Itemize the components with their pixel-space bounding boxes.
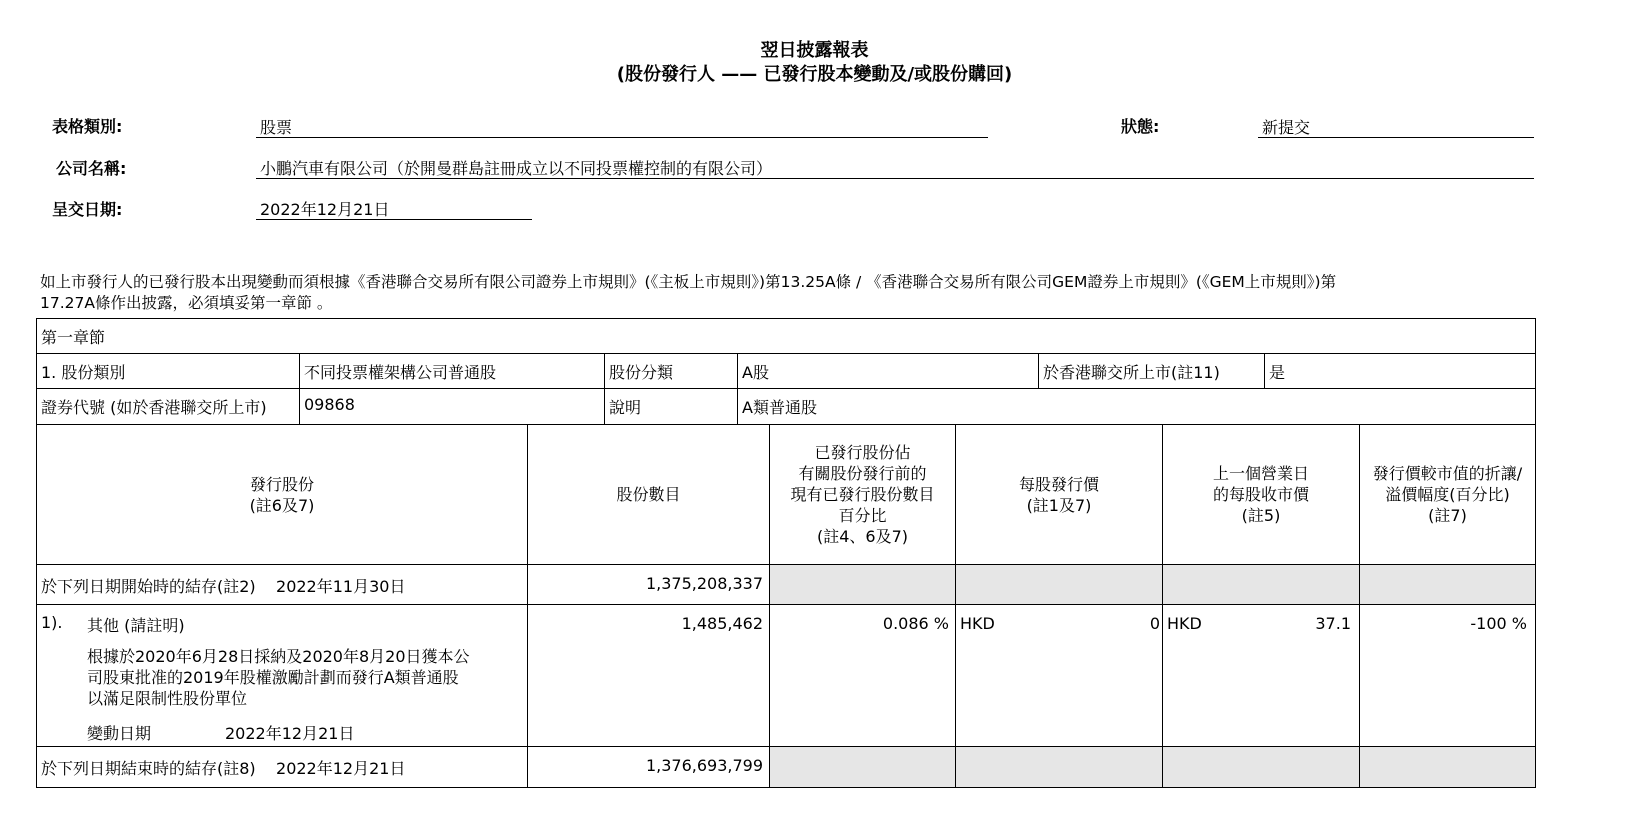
intro-text [40, 272, 1600, 314]
opening-empty-price [956, 565, 1163, 605]
submit-date-value: 2022年12月21日 [256, 197, 532, 220]
header-percentage: 已發行股份佔 有關股份發行前的 現有已發行股份數目 百分比 (註4、6及7) [770, 425, 956, 565]
description-value: A類普通股 [738, 389, 1535, 425]
closing-balance-date: 2022年12月21日 [276, 759, 406, 778]
submit-date-label: 呈交日期: [52, 200, 123, 219]
header-issue-price: 每股發行價 (註1及7) [956, 425, 1163, 565]
stock-code-label: 證券代號 (如於香港聯交所上市) [37, 389, 300, 425]
share-class-value: 不同投票權架構公司普通股 [300, 354, 605, 389]
other-row-discount: -100 % [1360, 605, 1535, 747]
other-row-shares: 1,485,462 [528, 605, 770, 747]
listed-value: 是 [1265, 354, 1535, 389]
opening-balance-shares: 1,375,208,337 [528, 565, 770, 605]
header-discount: 發行價較市值的折讓/ 溢價幅度(百分比) (註7) [1360, 425, 1535, 565]
other-row-num: 1). [41, 613, 63, 632]
opening-empty-percentage [770, 565, 956, 605]
stock-code-value: 09868 [300, 389, 605, 425]
opening-balance-date: 2022年11月30日 [276, 577, 406, 596]
closing-empty-price [956, 747, 1163, 787]
issue-price-currency: HKD [960, 614, 995, 633]
change-date-label: 變動日期 [87, 724, 152, 743]
intro-line-1: 如上市發行人的已發行股本出現變動而須根據《香港聯合交易所有限公司證券上市規則》(《主板上市規則》)第13.25A條 / 《香港聯合交易所有限公司GEM證券上市規則》(《GEM上市規則》)第 [40, 273, 1337, 291]
closing-empty-close [1163, 747, 1360, 787]
share-category-label: 股份分類 [605, 354, 738, 389]
closing-empty-percentage [770, 747, 956, 787]
page-title: 翌日披露報表 [760, 40, 869, 61]
page-subtitle: (股份發行人 —— 已發行股本變動及/或股份購回) [616, 64, 1013, 85]
status-label: 狀態: [1121, 117, 1160, 136]
closing-empty-discount [1360, 747, 1535, 787]
other-row-issue-price [956, 605, 1163, 747]
intro-line-2: 17.27A條作出披露，必須填妥第一章節 。 [40, 294, 333, 312]
other-row-detail [37, 605, 528, 747]
status-value: 新提交 [1258, 115, 1534, 138]
opening-empty-close [1163, 565, 1360, 605]
section-title: 第一章節 [37, 319, 1535, 354]
header-issued-shares: 發行股份 (註6及7) [37, 425, 528, 565]
closing-balance-shares: 1,376,693,799 [528, 747, 770, 787]
other-row-percentage: 0.086 % [770, 605, 956, 747]
description-label: 說明 [605, 389, 738, 425]
company-label: 公司名稱: [56, 159, 127, 178]
closing-price-currency: HKD [1167, 614, 1202, 633]
other-row-closing-price [1163, 605, 1360, 747]
form-type-label: 表格類別: [52, 117, 123, 136]
other-row-description: 根據於2020年6月28日採納及2020年8月20日獲本公 司股東批准的2019年股權激勵計劃而發行A類普通股 以滿足限制性股份單位 [87, 647, 470, 708]
issue-price-value: 0 [1149, 614, 1160, 633]
listed-label: 於香港聯交所上市(註11) [1039, 354, 1265, 389]
section-one-box [36, 318, 1536, 788]
change-date-value: 2022年12月21日 [225, 724, 355, 743]
other-row-label: 其他 (請註明) [87, 616, 185, 635]
share-category-value: A股 [738, 354, 1039, 389]
share-class-label: 1. 股份類別 [37, 354, 300, 389]
opening-balance-label: 於下列日期開始時的結存(註2) 2022年11月30日 [37, 565, 528, 605]
header-share-count: 股份數目 [528, 425, 770, 565]
company-value: 小鵬汽車有限公司（於開曼群島註冊成立以不同投票權控制的有限公司） [256, 156, 1534, 179]
closing-balance-label: 於下列日期結束時的結存(註8) 2022年12月21日 [37, 747, 528, 787]
opening-empty-discount [1360, 565, 1535, 605]
header-closing-price: 上一個營業日 的每股收市價 (註5) [1163, 425, 1360, 565]
closing-price-value: 37.1 [1315, 614, 1351, 633]
form-type-value: 股票 [256, 115, 988, 138]
